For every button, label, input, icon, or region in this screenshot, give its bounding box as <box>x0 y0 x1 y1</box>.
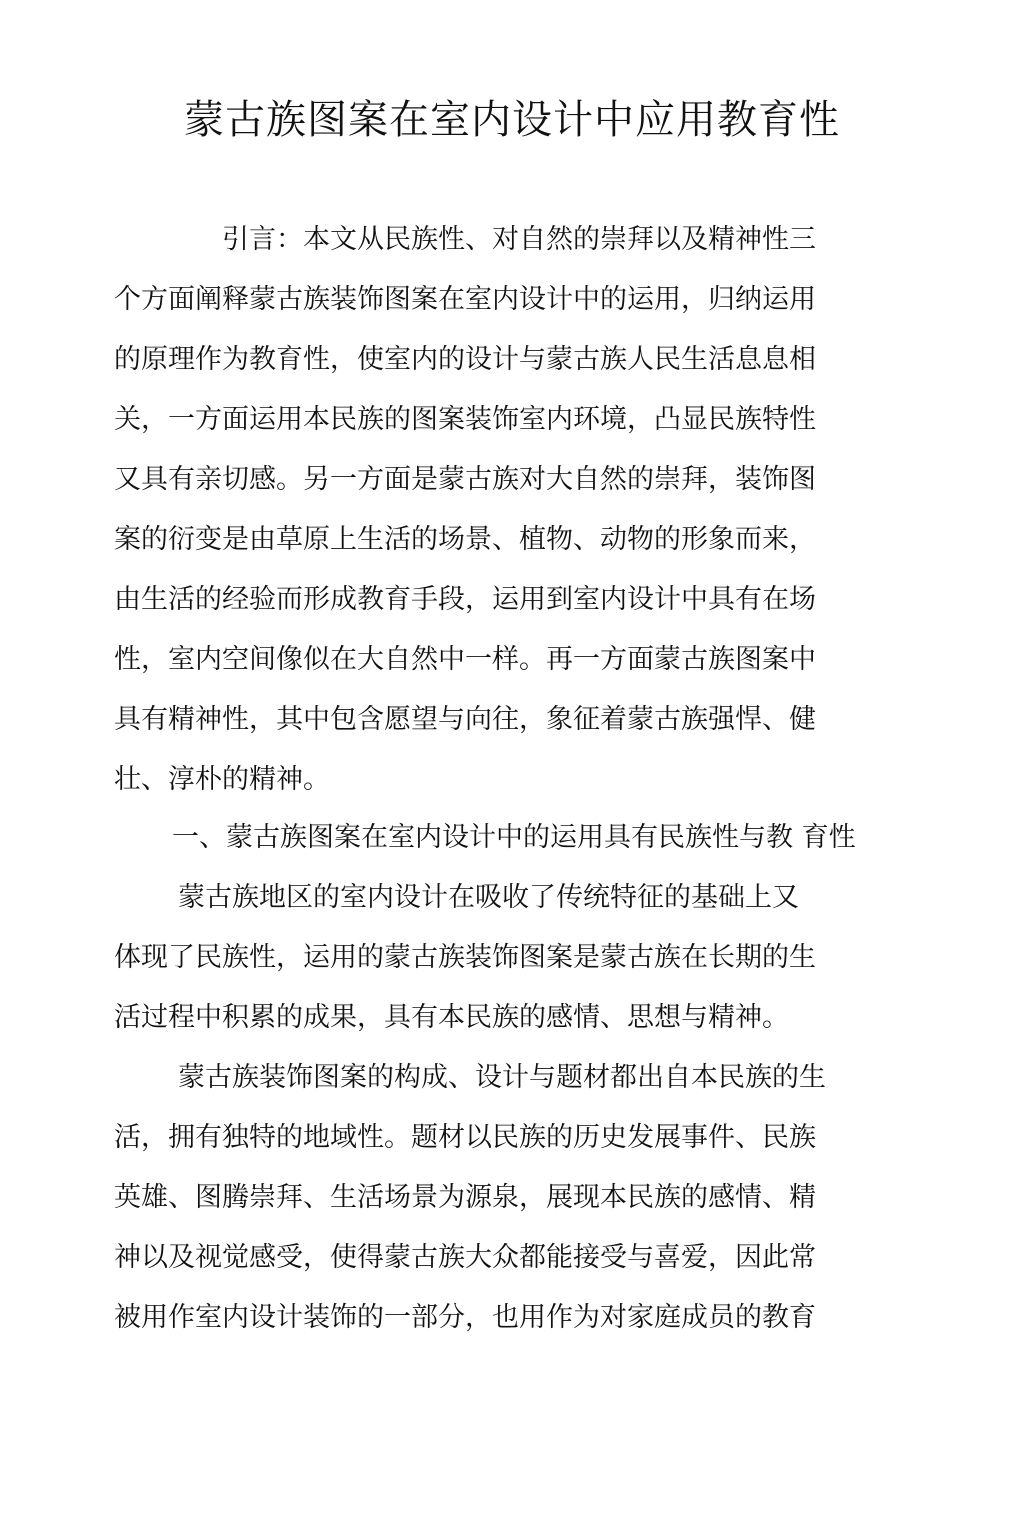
para2-line-3: 英雄、图腾崇拜、生活场景为源泉，展现本民族的感情、精 <box>114 1182 816 1213</box>
intro-line-8: 性，室内空间像似在大自然中一样。再一方面蒙古族图案中 <box>114 644 816 675</box>
para1-line-1: 蒙古族地区的室内设计在吸收了传统特征的基础上又 <box>178 882 799 913</box>
para1-line-3: 活过程中积累的成果，具有本民族的感情、思想与精神。 <box>114 1002 789 1033</box>
intro-line-10: 壮、淳朴的精神。 <box>114 764 330 795</box>
section-heading-1: 一、蒙古族图案在室内设计中的运用具有民族性与教 育性 <box>172 822 856 853</box>
para2-line-5: 被用作室内设计装饰的一部分，也用作为对家庭成员的教育 <box>114 1302 816 1333</box>
intro-line-4: 关，一方面运用本民族的图案装饰室内环境，凸显民族特性 <box>114 404 816 435</box>
para1-line-2: 体现了民族性，运用的蒙古族装饰图案是蒙古族在长期的生 <box>114 942 816 973</box>
intro-line-2: 个方面阐释蒙古族装饰图案在室内设计中的运用，归纳运用 <box>114 284 816 315</box>
intro-line-7: 由生活的经验而形成教育手段，运用到室内设计中具有在场 <box>114 584 816 615</box>
para2-line-1: 蒙古族装饰图案的构成、设计与题材都出自本民族的生 <box>178 1062 826 1093</box>
intro-line-9: 具有精神性，其中包含愿望与向往，象征着蒙古族强悍、健 <box>114 704 816 735</box>
para2-line-2: 活，拥有独特的地域性。题材以民族的历史发展事件、民族 <box>114 1122 816 1153</box>
intro-line-1: 引言：本文从民族性、对自然的崇拜以及精神性三 <box>222 224 816 255</box>
intro-line-3: 的原理作为教育性，使室内的设计与蒙古族人民生活息息相 <box>114 344 816 375</box>
para2-line-4: 神以及视觉感受，使得蒙古族大众都能接受与喜爱，因此常 <box>114 1242 816 1273</box>
document-title: 蒙古族图案在室内设计中应用教育性 <box>184 97 840 143</box>
intro-line-6: 案的衍变是由草原上生活的场景、植物、动物的形象而来， <box>114 524 816 555</box>
intro-line-5: 又具有亲切感。另一方面是蒙古族对大自然的崇拜，装饰图 <box>114 464 816 495</box>
